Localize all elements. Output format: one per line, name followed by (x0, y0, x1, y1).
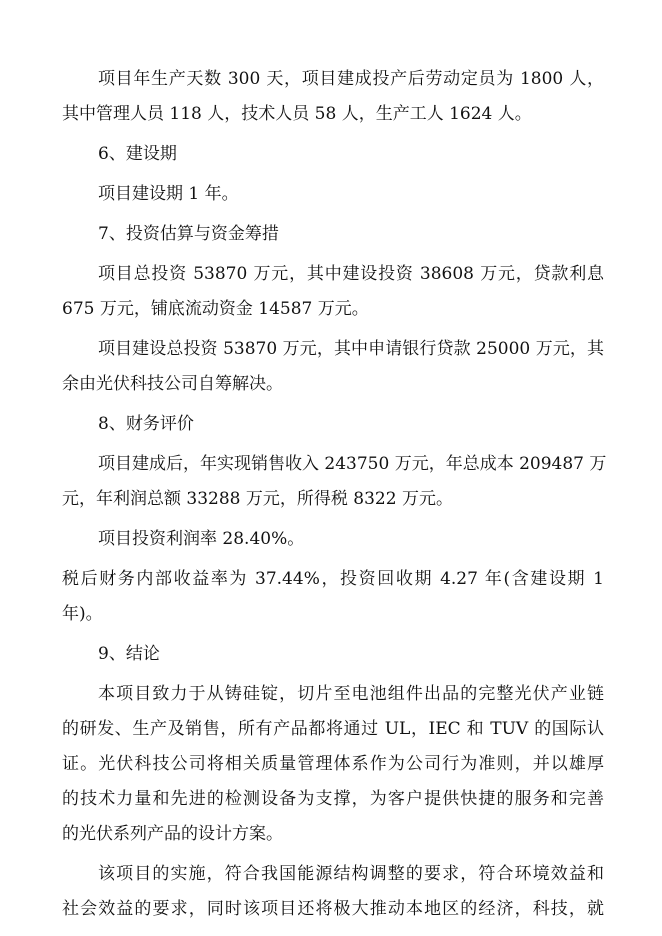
section-heading-construction-period: 6、建设期 (98, 144, 177, 164)
section-heading-conclusion: 9、结论 (98, 644, 160, 664)
paragraph-profit-rate (62, 522, 604, 557)
paragraph-staffing (62, 62, 604, 132)
paragraph-financing (62, 332, 604, 402)
section-heading-investment: 7、投资估算与资金筹措 (98, 224, 279, 244)
text-line: 项目建设总投资 53870 万元，其中申请银行贷款 25000 万元，其 (98, 339, 604, 359)
text-line: 年)。 (62, 604, 103, 624)
text-line: 余由光伏科技公司自筹解决。 (62, 374, 283, 394)
section-heading-financial-evaluation: 8、财务评价 (98, 414, 194, 434)
text-line: 社会效益的要求，同时该项目还将极大推动本地区的经济，科技，就 (62, 899, 604, 919)
text-line: 项目建成后，年实现销售收入 243750 万元，年总成本 209487 万 (98, 454, 607, 474)
text-line: 税后财务内部收益率为 37.44%，投资回收期 4.27 年(含建设期 1 (62, 569, 604, 589)
text-line: 675 万元，铺底流动资金 14587 万元。 (62, 299, 369, 319)
text-line: 证。光伏科技公司将相关质量管理体系作为公司行为准则，并以雄厚 (62, 754, 604, 774)
text-line: 本项目致力于从铸硅锭，切片至电池组件出品的完整光伏产业链 (98, 684, 604, 704)
text-line: 其中管理人员 118 人，技术人员 58 人，生产工人 1624 人。 (62, 104, 532, 124)
text-line: 的技术力量和先进的检测设备为支撑，为客户提供快捷的服务和完善 (62, 789, 604, 809)
text-line: 项目总投资 53870 万元，其中建设投资 38608 万元，贷款利息 (98, 264, 604, 284)
text-line: 元，年利润总额 33288 万元，所得税 8322 万元。 (62, 489, 453, 509)
paragraph-construction-period (62, 177, 604, 212)
paragraph-revenue (62, 447, 607, 517)
paragraph-irr (62, 562, 604, 632)
text-line: 项目建设期 1 年。 (98, 184, 239, 204)
text-line: 项目投资利润率 28.40%。 (98, 529, 305, 549)
text-line: 该项目的实施，符合我国能源结构调整的要求，符合环境效益和 (98, 864, 604, 884)
paragraph-total-investment (62, 257, 604, 327)
text-line: 的光伏系列产品的设计方案。 (62, 824, 283, 844)
paragraph-implementation (62, 857, 604, 927)
text-line: 项目年生产天数 300 天，项目建成投产后劳动定员为 1800 人， (98, 69, 604, 89)
text-line: 的研发、生产及销售，所有产品都将通过 UL，IEC 和 TUV 的国际认 (62, 719, 604, 739)
paragraph-conclusion (62, 677, 604, 852)
